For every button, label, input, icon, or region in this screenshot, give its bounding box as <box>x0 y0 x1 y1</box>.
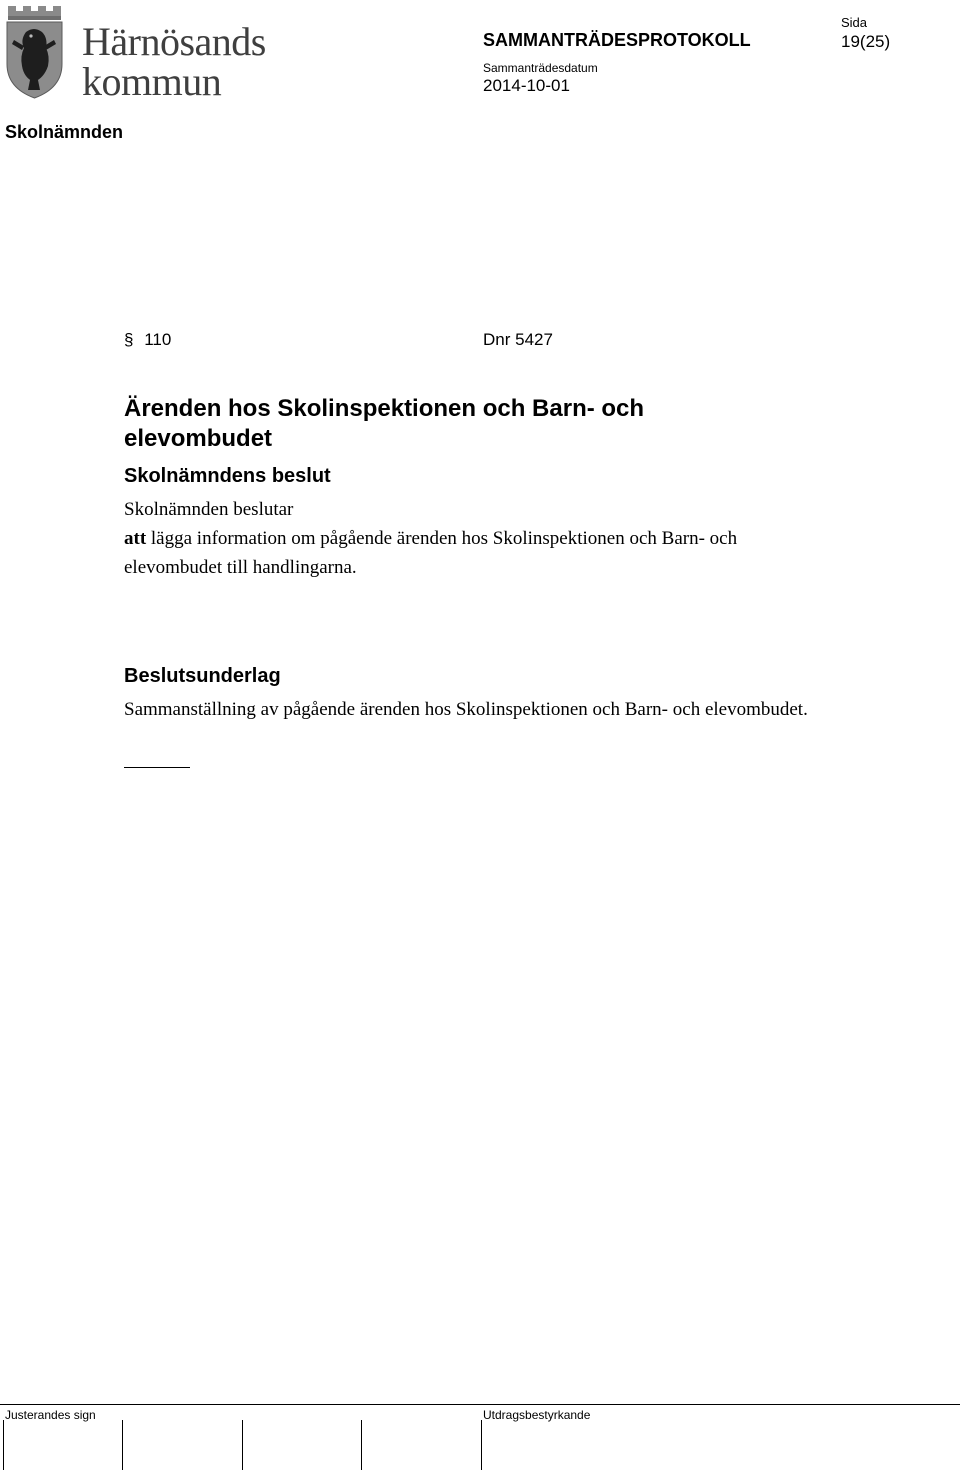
signature-box-divider <box>3 1420 4 1470</box>
page-label: Sida <box>841 15 868 30</box>
coat-of-arms-icon <box>4 4 70 100</box>
case-dnr: Dnr 5427 <box>483 330 553 349</box>
signature-box-divider <box>122 1420 123 1470</box>
section-end-rule <box>124 767 190 768</box>
committee-name: Skolnämnden <box>5 122 124 142</box>
adjuster-sign-label: Justerandes sign <box>5 1408 96 1422</box>
municipality-logo <box>4 4 284 102</box>
decision-heading: Skolnämndens beslut <box>124 465 331 487</box>
basis-heading: Beslutsunderlag <box>124 665 281 687</box>
paragraph-symbol: § <box>124 330 134 349</box>
meeting-date: 2014-10-01 <box>483 76 570 95</box>
municipality-name <box>82 19 266 104</box>
basis-text: Sammanställning av pågående ärenden hos Skolinspektionen och Barn- och elevombudet. <box>124 699 808 720</box>
protocol-title: SAMMANTRÄDESPROTOKOLL <box>483 30 751 50</box>
meeting-date-label: Sammanträdesdatum <box>483 61 598 75</box>
paragraph-number-value: 110 <box>144 330 172 349</box>
signature-box-divider <box>481 1420 482 1470</box>
page-number: 19(25) <box>841 32 891 51</box>
footer-divider <box>0 1404 960 1405</box>
att-keyword: att <box>124 528 147 549</box>
decision-body: lägga information om pågående ärenden hos Skolinspektionen och Barn- och elevombudet till handlingarna. <box>124 528 738 578</box>
decision-intro: Skolnämnden beslutar <box>124 499 294 520</box>
case-title: Ärenden hos Skolinspektionen och Barn- och elevombudet <box>124 395 645 452</box>
municipality-name-line1: Härnösands <box>82 19 266 64</box>
signature-box-divider <box>361 1420 362 1470</box>
paragraph-number <box>124 330 171 350</box>
signature-box-divider <box>242 1420 243 1470</box>
decision-text <box>124 524 784 582</box>
extract-certifier-label: Utdragsbestyrkande <box>483 1408 591 1422</box>
municipality-name-line2: kommun <box>82 59 222 104</box>
signature-footer <box>0 1404 960 1470</box>
